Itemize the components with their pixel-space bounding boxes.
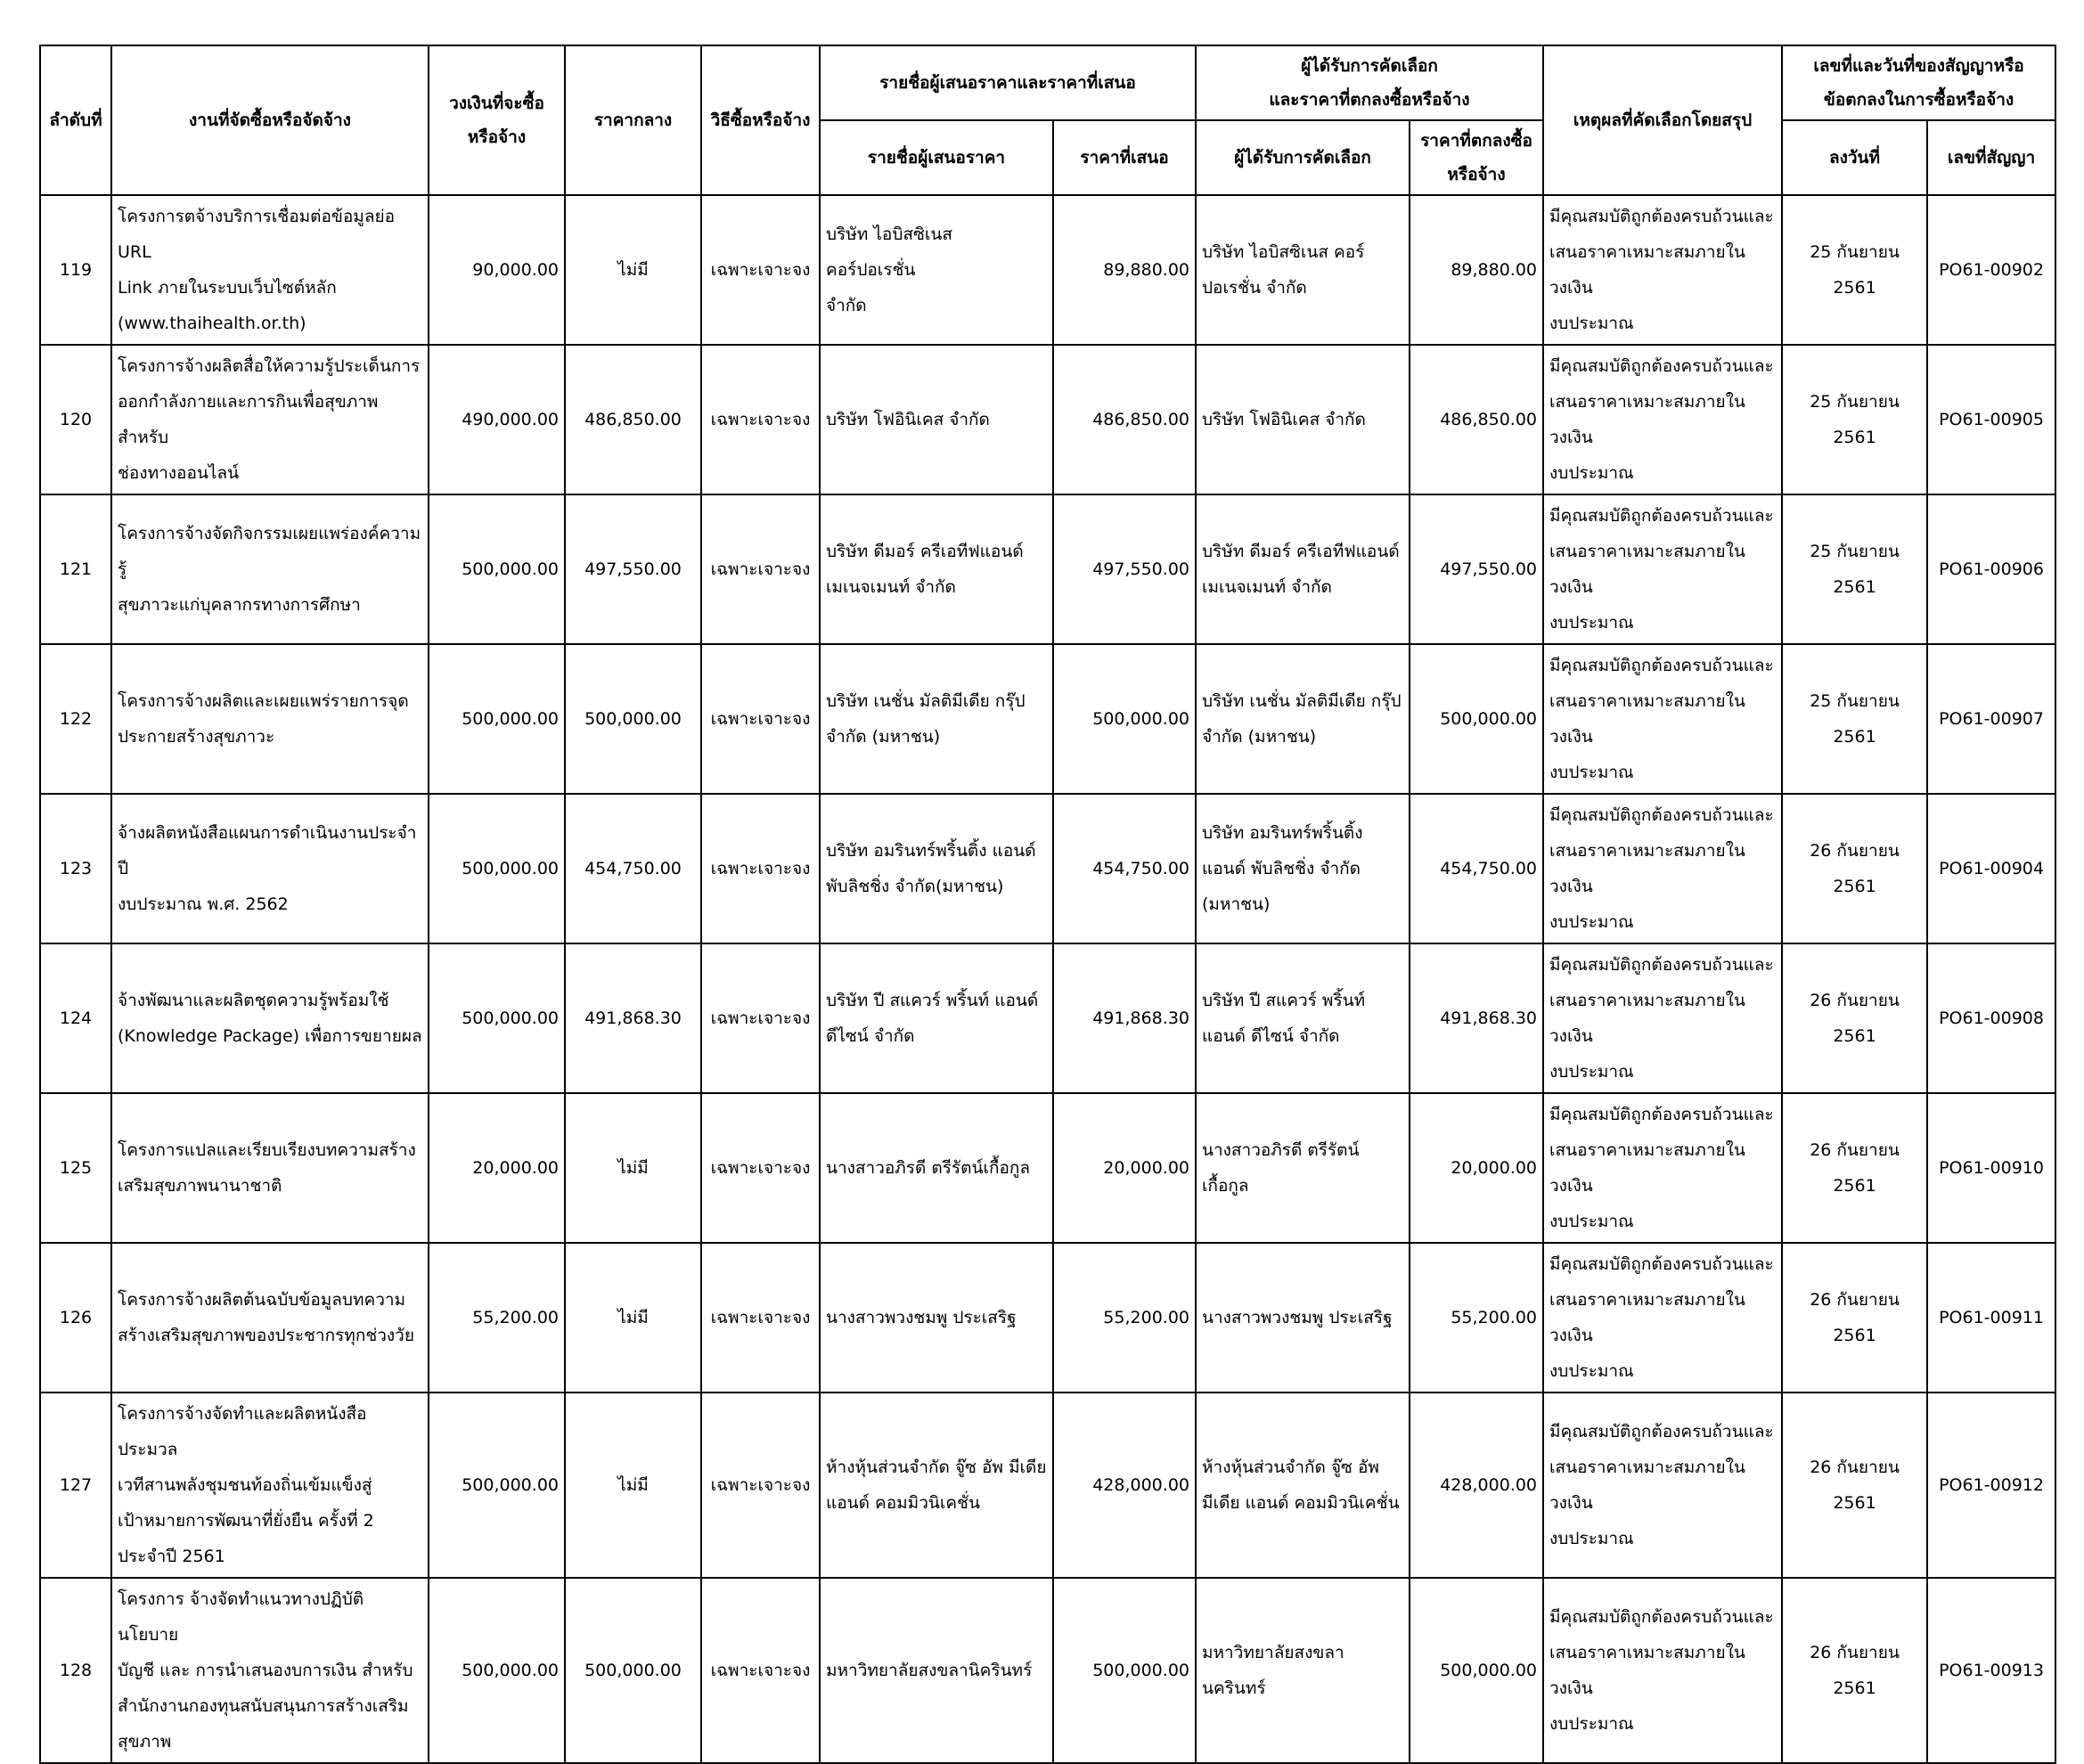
cell-selected-name: บริษัท ไอบิสซิเนส คอร์ ปอเรชั่น จำกัด xyxy=(1196,195,1410,345)
header-method: วิธีซื้อหรือจ้าง xyxy=(701,45,820,195)
cell-reason: มีคุณสมบัติถูกต้องครบถ้วนและ เสนอราคาเหมาะสมภายในวงเงิน งบประมาณ xyxy=(1543,494,1782,644)
cell-agreed-price: 500,000.00 xyxy=(1410,644,1543,794)
cell-bidder-name: นางสาวพวงชมพู ประเสริฐ xyxy=(820,1243,1053,1392)
cell-bid-price: 497,550.00 xyxy=(1053,494,1196,644)
cell-bid-price: 89,880.00 xyxy=(1053,195,1196,345)
cell-date: 26 กันยายน 2561 xyxy=(1782,1578,1927,1763)
cell-contract-no: PO61-00904 xyxy=(1927,794,2055,943)
cell-bidder-name: บริษัท อมรินทร์พริ้นติ้ง แอนด์ พับลิชชิ่ง จำกัด(มหาชน) xyxy=(820,794,1053,943)
cell-work: โครงการจ้างผลิตต้นฉบับข้อมูลบทความ สร้างเสริมสุขภาพของประชากรทุกช่วงวัย xyxy=(111,1243,429,1392)
procurement-table xyxy=(39,45,2056,1764)
cell-selected-name: บริษัท ดีมอร์ ครีเอทีฟแอนด์ เมเนจเมนท์ จำกัด xyxy=(1196,494,1410,644)
cell-contract-no: PO61-00908 xyxy=(1927,943,2055,1093)
cell-date: 26 กันยายน 2561 xyxy=(1782,1243,1927,1392)
cell-reason: มีคุณสมบัติถูกต้องครบถ้วนและ เสนอราคาเหมาะสมภายในวงเงิน งบประมาณ xyxy=(1543,644,1782,794)
table-row xyxy=(40,943,2055,1093)
header-contract-group: เลขที่และวันที่ของสัญญาหรือ ข้อตกลงในการซื้อหรือจ้าง xyxy=(1782,45,2055,120)
cell-reason: มีคุณสมบัติถูกต้องครบถ้วนและ เสนอราคาเหมาะสมภายในวงเงิน งบประมาณ xyxy=(1543,1243,1782,1392)
cell-agreed-price: 486,850.00 xyxy=(1410,345,1543,494)
cell-contract-no: PO61-00902 xyxy=(1927,195,2055,345)
cell-budget: 500,000.00 xyxy=(429,1392,565,1578)
cell-agreed-price: 454,750.00 xyxy=(1410,794,1543,943)
table-row xyxy=(40,644,2055,794)
cell-median-price: ไม่มี xyxy=(565,1093,701,1243)
cell-selected-name: บริษัท โฟอินิเคส จำกัด xyxy=(1196,345,1410,494)
cell-agreed-price: 55,200.00 xyxy=(1410,1243,1543,1392)
header-bidder-name: รายชื่อผู้เสนอราคา xyxy=(820,120,1053,195)
table-row xyxy=(40,1093,2055,1243)
cell-bidder-name: บริษัท เนชั่น มัลติมีเดีย กรุ๊ป จำกัด (มหาชน) xyxy=(820,644,1053,794)
cell-work: โครงการจ้างผลิตสื่อให้ความรู้ประเด็นการ ออกกำลังกายและการกินเพื่อสุขภาพสำหรับ ช่องทางออนไลน์ xyxy=(111,345,429,494)
table-row xyxy=(40,494,2055,644)
cell-date: 25 กันยายน 2561 xyxy=(1782,195,1927,345)
cell-reason: มีคุณสมบัติถูกต้องครบถ้วนและ เสนอราคาเหมาะสมภายในวงเงิน งบประมาณ xyxy=(1543,195,1782,345)
cell-selected-name: บริษัท เนชั่น มัลติมีเดีย กรุ๊ป จำกัด (มหาชน) xyxy=(1196,644,1410,794)
cell-median-price: 491,868.30 xyxy=(565,943,701,1093)
cell-work: โครงการแปลและเรียบเรียงบทความสร้าง เสริมสุขภาพนานาชาติ xyxy=(111,1093,429,1243)
header-agreed-price: ราคาที่ตกลงซื้อ หรือจ้าง xyxy=(1410,120,1543,195)
table-row xyxy=(40,1392,2055,1578)
cell-bid-price: 428,000.00 xyxy=(1053,1392,1196,1578)
header-bidders-group: รายชื่อผู้เสนอราคาและราคาที่เสนอ xyxy=(820,45,1196,120)
cell-agreed-price: 497,550.00 xyxy=(1410,494,1543,644)
procurement-report-page xyxy=(39,45,2055,1764)
cell-selected-name: บริษัท ปี สแควร์ พริ้นท์ แอนด์ ดีไซน์ จำกัด xyxy=(1196,943,1410,1093)
cell-budget: 500,000.00 xyxy=(429,1578,565,1763)
cell-seq: 124 xyxy=(40,943,111,1093)
header-median-price: ราคากลาง xyxy=(565,45,701,195)
cell-date: 25 กันยายน 2561 xyxy=(1782,494,1927,644)
cell-method: เฉพาะเจาะจง xyxy=(701,943,820,1093)
header-bid-price: ราคาที่เสนอ xyxy=(1053,120,1196,195)
cell-reason: มีคุณสมบัติถูกต้องครบถ้วนและ เสนอราคาเหมาะสมภายในวงเงิน งบประมาณ xyxy=(1543,943,1782,1093)
cell-seq: 120 xyxy=(40,345,111,494)
cell-selected-name: นางสาวอภิรดี ตรีรัตน์เกื้อกูล xyxy=(1196,1093,1410,1243)
header-seq: ลำดับที่ xyxy=(40,45,111,195)
cell-seq: 122 xyxy=(40,644,111,794)
cell-agreed-price: 20,000.00 xyxy=(1410,1093,1543,1243)
cell-median-price: 486,850.00 xyxy=(565,345,701,494)
cell-contract-no: PO61-00906 xyxy=(1927,494,2055,644)
cell-seq: 125 xyxy=(40,1093,111,1243)
cell-date: 25 กันยายน 2561 xyxy=(1782,644,1927,794)
cell-seq: 123 xyxy=(40,794,111,943)
cell-bidder-name: บริษัท ดีมอร์ ครีเอทีฟแอนด์ เมเนจเมนท์ จำกัด xyxy=(820,494,1053,644)
header-selected-group: ผู้ได้รับการคัดเลือก และราคาที่ตกลงซื้อหรือจ้าง xyxy=(1196,45,1543,120)
cell-selected-name: มหาวิทยาลัยสงขลานครินทร์ xyxy=(1196,1578,1410,1763)
cell-reason: มีคุณสมบัติถูกต้องครบถ้วนและ เสนอราคาเหมาะสมภายในวงเงิน งบประมาณ xyxy=(1543,794,1782,943)
table-row xyxy=(40,794,2055,943)
cell-method: เฉพาะเจาะจง xyxy=(701,1392,820,1578)
cell-contract-no: PO61-00911 xyxy=(1927,1243,2055,1392)
cell-date: 26 กันยายน 2561 xyxy=(1782,794,1927,943)
header-budget: วงเงินที่จะซื้อ หรือจ้าง xyxy=(429,45,565,195)
cell-bidder-name: บริษัท ปี สแควร์ พริ้นท์ แอนด์ ดีไซน์ จำกัด xyxy=(820,943,1053,1093)
cell-bid-price: 486,850.00 xyxy=(1053,345,1196,494)
cell-median-price: ไม่มี xyxy=(565,195,701,345)
cell-agreed-price: 428,000.00 xyxy=(1410,1392,1543,1578)
cell-selected-name: ห้างหุ้นส่วนจำกัด จู๊ซ อัพ มีเดีย แอนด์ คอมมิวนิเคชั่น xyxy=(1196,1392,1410,1578)
cell-bidder-name: บริษัท โฟอินิเคส จำกัด xyxy=(820,345,1053,494)
cell-agreed-price: 491,868.30 xyxy=(1410,943,1543,1093)
cell-work: โครงการจ้างผลิตและเผยแพร่รายการจุด ประกายสร้างสุขภาวะ xyxy=(111,644,429,794)
cell-method: เฉพาะเจาะจง xyxy=(701,1243,820,1392)
cell-reason: มีคุณสมบัติถูกต้องครบถ้วนและ เสนอราคาเหมาะสมภายในวงเงิน งบประมาณ xyxy=(1543,1392,1782,1578)
cell-reason: มีคุณสมบัติถูกต้องครบถ้วนและ เสนอราคาเหมาะสมภายในวงเงิน งบประมาณ xyxy=(1543,1093,1782,1243)
cell-median-price: 500,000.00 xyxy=(565,1578,701,1763)
cell-work: จ้างพัฒนาและผลิตชุดความรู้พร้อมใช้ (Knowledge Package) เพื่อการขยายผล xyxy=(111,943,429,1093)
cell-seq: 127 xyxy=(40,1392,111,1578)
cell-bidder-name: บริษัท ไอบิสซิเนส คอร์ปอเรชั่น จำกัด xyxy=(820,195,1053,345)
header-date: ลงวันที่ xyxy=(1782,120,1927,195)
cell-date: 26 กันยายน 2561 xyxy=(1782,943,1927,1093)
table-body xyxy=(40,195,2055,1763)
cell-bidder-name: มหาวิทยาลัยสงขลานิครินทร์ xyxy=(820,1578,1053,1763)
cell-median-price: ไม่มี xyxy=(565,1243,701,1392)
cell-budget: 500,000.00 xyxy=(429,943,565,1093)
cell-selected-name: บริษัท อมรินทร์พริ้นติ้ง แอนด์ พับลิชชิ่ง จำกัด (มหาชน) xyxy=(1196,794,1410,943)
cell-method: เฉพาะเจาะจง xyxy=(701,494,820,644)
table-header xyxy=(40,45,2055,195)
cell-bid-price: 20,000.00 xyxy=(1053,1093,1196,1243)
cell-method: เฉพาะเจาะจง xyxy=(701,1093,820,1243)
cell-contract-no: PO61-00913 xyxy=(1927,1578,2055,1763)
cell-bidder-name: ห้างหุ้นส่วนจำกัด จู๊ซ อัพ มีเดีย แอนด์ คอมมิวนิเคชั่น xyxy=(820,1392,1053,1578)
cell-contract-no: PO61-00905 xyxy=(1927,345,2055,494)
cell-budget: 490,000.00 xyxy=(429,345,565,494)
cell-reason: มีคุณสมบัติถูกต้องครบถ้วนและ เสนอราคาเหมาะสมภายในวงเงิน งบประมาณ xyxy=(1543,345,1782,494)
cell-bid-price: 55,200.00 xyxy=(1053,1243,1196,1392)
header-selected-name: ผู้ได้รับการคัดเลือก xyxy=(1196,120,1410,195)
cell-budget: 90,000.00 xyxy=(429,195,565,345)
cell-bid-price: 454,750.00 xyxy=(1053,794,1196,943)
table-row xyxy=(40,195,2055,345)
cell-budget: 20,000.00 xyxy=(429,1093,565,1243)
cell-work: โครงการจ้างจัดกิจกรรมเผยแพร่องค์ความรู้ สุขภาวะแก่บุคลากรทางการศึกษา xyxy=(111,494,429,644)
cell-bid-price: 491,868.30 xyxy=(1053,943,1196,1093)
cell-budget: 500,000.00 xyxy=(429,794,565,943)
cell-contract-no: PO61-00912 xyxy=(1927,1392,2055,1578)
cell-budget: 500,000.00 xyxy=(429,644,565,794)
cell-date: 26 กันยายน 2561 xyxy=(1782,1093,1927,1243)
cell-bidder-name: นางสาวอภิรดี ตรีรัตน์เกื้อกูล xyxy=(820,1093,1053,1243)
cell-work: จ้างผลิตหนังสือแผนการดำเนินงานประจำปี งบประมาณ พ.ศ. 2562 xyxy=(111,794,429,943)
cell-median-price: 454,750.00 xyxy=(565,794,701,943)
cell-seq: 121 xyxy=(40,494,111,644)
table-row xyxy=(40,1578,2055,1763)
cell-median-price: 500,000.00 xyxy=(565,644,701,794)
cell-date: 25 กันยายน 2561 xyxy=(1782,345,1927,494)
cell-bid-price: 500,000.00 xyxy=(1053,644,1196,794)
cell-budget: 55,200.00 xyxy=(429,1243,565,1392)
header-contract-no: เลขที่สัญญา xyxy=(1927,120,2055,195)
cell-work: โครงการ จ้างจัดทำแนวทางปฏิบัติ นโยบาย บัญชี และ การนำเสนองบการเงิน สำหรับ สำนักงานกองทุนสนับสนุนการสร้างเสริม สุขภาพ xyxy=(111,1578,429,1763)
cell-method: เฉพาะเจาะจง xyxy=(701,644,820,794)
cell-median-price: ไม่มี xyxy=(565,1392,701,1578)
cell-agreed-price: 500,000.00 xyxy=(1410,1578,1543,1763)
cell-method: เฉพาะเจาะจง xyxy=(701,794,820,943)
cell-work: โครงการจ้างจัดทำและผลิตหนังสือประมวล เวทีสานพลังชุมชนท้องถิ่นเข้มแข็งสู่ เป้าหมายการพัฒนาที่ยั่งยืน ครั้งที่ 2 ประจำปี 2561 xyxy=(111,1392,429,1578)
cell-work: โครงการตจ้างบริการเชื่อมต่อข้อมูลย่อ URL Link ภายในระบบเว็บไซต์หลัก (www.thaihealth.or.th) xyxy=(111,195,429,345)
cell-bid-price: 500,000.00 xyxy=(1053,1578,1196,1763)
cell-median-price: 497,550.00 xyxy=(565,494,701,644)
cell-method: เฉพาะเจาะจง xyxy=(701,345,820,494)
cell-method: เฉพาะเจาะจง xyxy=(701,1578,820,1763)
cell-agreed-price: 89,880.00 xyxy=(1410,195,1543,345)
cell-contract-no: PO61-00907 xyxy=(1927,644,2055,794)
cell-reason: มีคุณสมบัติถูกต้องครบถ้วนและ เสนอราคาเหมาะสมภายในวงเงิน งบประมาณ xyxy=(1543,1578,1782,1763)
cell-contract-no: PO61-00910 xyxy=(1927,1093,2055,1243)
header-work: งานที่จัดซื้อหรือจัดจ้าง xyxy=(111,45,429,195)
cell-seq: 119 xyxy=(40,195,111,345)
cell-budget: 500,000.00 xyxy=(429,494,565,644)
cell-seq: 128 xyxy=(40,1578,111,1763)
cell-selected-name: นางสาวพวงชมพู ประเสริฐ xyxy=(1196,1243,1410,1392)
table-row xyxy=(40,345,2055,494)
cell-method: เฉพาะเจาะจง xyxy=(701,195,820,345)
cell-seq: 126 xyxy=(40,1243,111,1392)
cell-date: 26 กันยายน 2561 xyxy=(1782,1392,1927,1578)
table-row xyxy=(40,1243,2055,1392)
header-reason: เหตุผลที่คัดเลือกโดยสรุป xyxy=(1543,45,1782,195)
